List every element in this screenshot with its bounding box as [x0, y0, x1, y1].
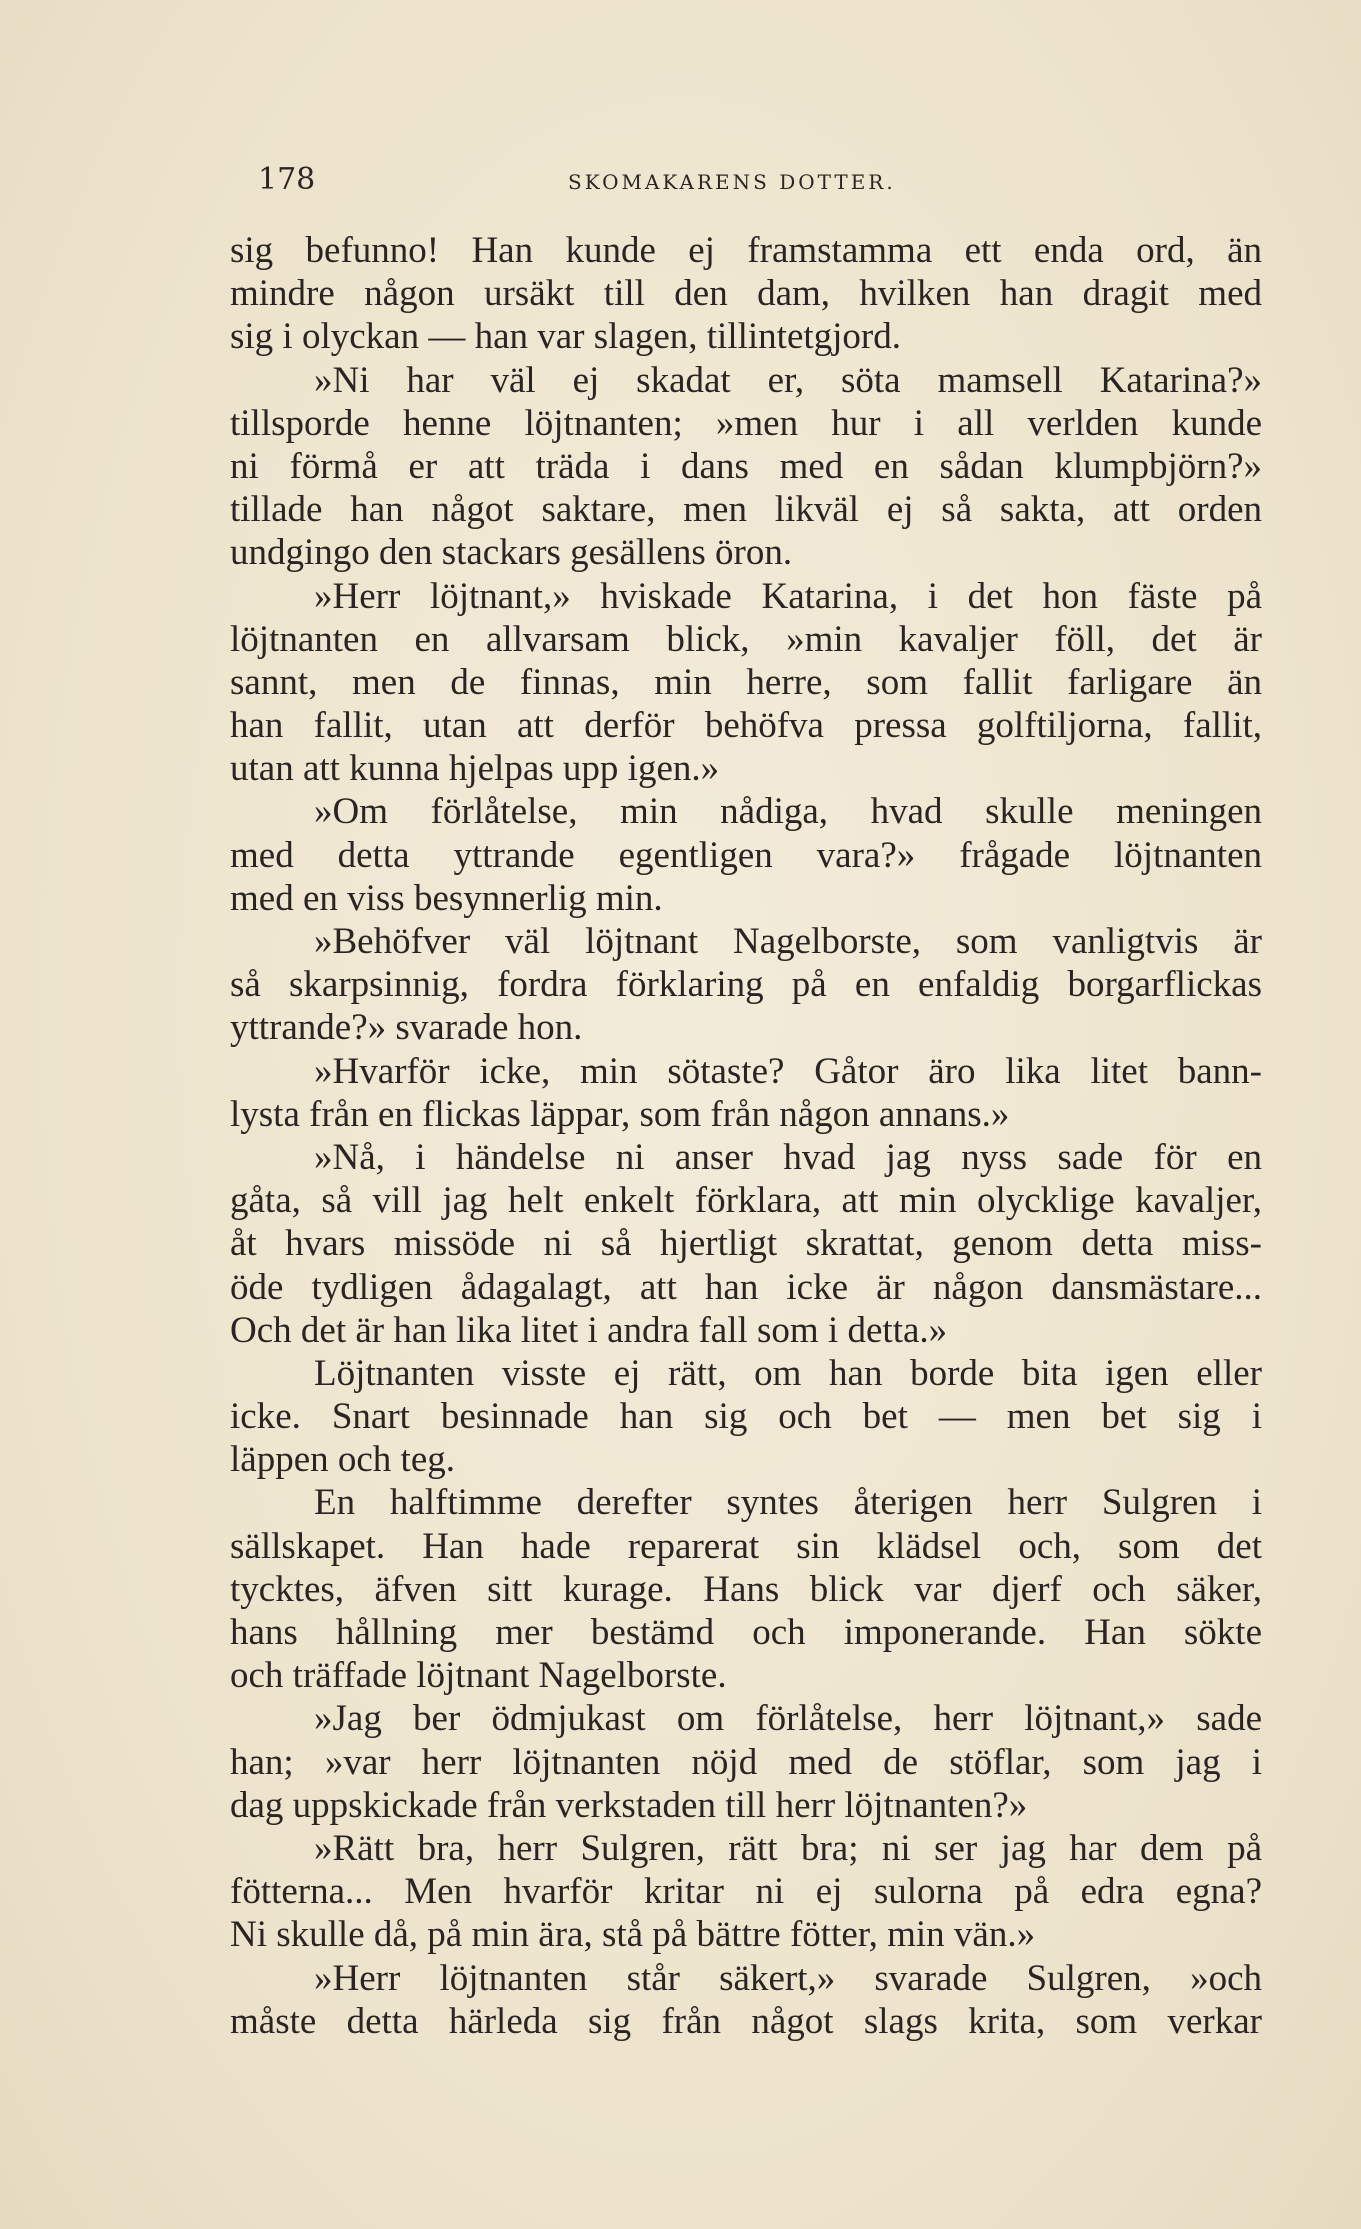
text-line: Ni skulle då, på min ära, stå på bättre fötter, min vän.» — [230, 1914, 1036, 1956]
text-line: »Ni har väl ej skadat er, söta mamsell Katarina?» — [314, 359, 1262, 401]
text-line: Löjtnanten visste ej rätt, om han borde bita igen eller — [314, 1352, 1262, 1394]
text-line: »Om förlåtelse, min nådiga, hvad skulle meningen — [314, 791, 1262, 833]
text-line: han; »var herr löjtnanten nöjd med de stöflar, som jag i — [230, 1741, 1262, 1783]
text-line: mindre någon ursäkt till den dam, hvilken han dragit med — [230, 273, 1262, 315]
text-line: sällskapet. Han hade reparerat sin klädsel och, som det — [230, 1525, 1262, 1567]
text-line: med detta yttrande egentligen vara?» frågade löjtnanten — [230, 834, 1262, 876]
page-number: 178 — [258, 162, 316, 197]
text-line: löjtnanten en allvarsam blick, »min kavaljer föll, det är — [230, 618, 1262, 660]
text-line: åt hvars missöde ni så hjertligt skrattat, genom detta miss- — [230, 1223, 1262, 1265]
page-header — [258, 160, 1126, 200]
text-line: En halftimme derefter syntes återigen herr Sulgren i — [314, 1482, 1262, 1524]
text-line: utan att kunna hjelpas upp igen.» — [230, 748, 720, 790]
text-line: öde tydligen ådagalagt, att han icke är någon dansmästare... — [230, 1266, 1262, 1308]
text-line: »Hvarför icke, min sötaste? Gåtor äro lika litet bann- — [314, 1050, 1262, 1092]
running-title: SKOMAKARENS DOTTER. — [568, 170, 896, 194]
text-line: med en viss besynnerlig min. — [230, 877, 663, 919]
text-line: så skarpsinnig, fordra förklaring på en enfaldig borgarflickas — [230, 964, 1262, 1006]
text-line: hans hållning mer bestämd och imponerande. Han sökte — [230, 1612, 1262, 1653]
text-line: »Behöfver väl löjtnant Nagelborste, som vanligtvis är — [314, 921, 1262, 962]
text-line: Och det är han lika litet i andra fall som i detta.» — [230, 1309, 948, 1351]
text-line: sannt, men de finnas, min herre, som fallit farligare än — [230, 661, 1262, 703]
text-line: »Nå, i händelse ni anser hvad jag nyss sade för en — [314, 1136, 1262, 1178]
text-line: måste detta härleda sig från något slags krita, som verkar — [230, 2000, 1262, 2042]
text-line: »Herr löjtnant,» hviskade Katarina, i det hon fäste på — [314, 575, 1262, 617]
text-line: dag uppskickade från verkstaden till herr löjtnanten?» — [230, 1784, 1028, 1826]
text-line: tycktes, äfven sitt kurage. Hans blick var djerf och säker, — [230, 1568, 1262, 1610]
text-line: fötterna... Men hvarför kritar ni ej sulorna på edra egna? — [230, 1871, 1262, 1913]
text-line: han fallit, utan att derför behöfva pressa golftiljorna, fallit, — [230, 705, 1262, 747]
text-line: »Jag ber ödmjukast om förlåtelse, herr löjtnant,» sade — [314, 1698, 1262, 1740]
text-line: lysta från en flickas läppar, som från någon annans.» — [230, 1093, 1010, 1135]
text-line: undgingo den stackars gesällens öron. — [230, 532, 793, 574]
text-line: tillade han något saktare, men likväl ej så sakta, att orden — [230, 489, 1262, 531]
text-line: »Herr löjtnanten står säkert,» svarade Sulgren, »och — [314, 1957, 1262, 1999]
text-line: och träffade löjtnant Nagelborste. — [230, 1655, 727, 1697]
text-line: läppen och teg. — [230, 1439, 455, 1481]
text-line: gåta, så vill jag helt enkelt förklara, att min olycklige kavaljer, — [230, 1180, 1262, 1222]
text-line: »Rätt bra, herr Sulgren, rätt bra; ni ser jag har dem på — [314, 1827, 1262, 1869]
text-line: sig befunno! Han kunde ej framstamma ett enda ord, än — [230, 230, 1262, 271]
body-text — [230, 229, 1262, 2043]
text-line: ni förmå er att träda i dans med en sådan klumpbjörn?» — [230, 445, 1262, 487]
text-line: yttrande?» svarade hon. — [230, 1007, 583, 1049]
text-line: tillsporde henne löjtnanten; »men hur i all verlden kunde — [230, 402, 1262, 444]
text-line: icke. Snart besinnade han sig och bet — men bet sig i — [230, 1396, 1262, 1438]
text-line: sig i olyckan — han var slagen, tillintetgjord. — [230, 316, 902, 358]
